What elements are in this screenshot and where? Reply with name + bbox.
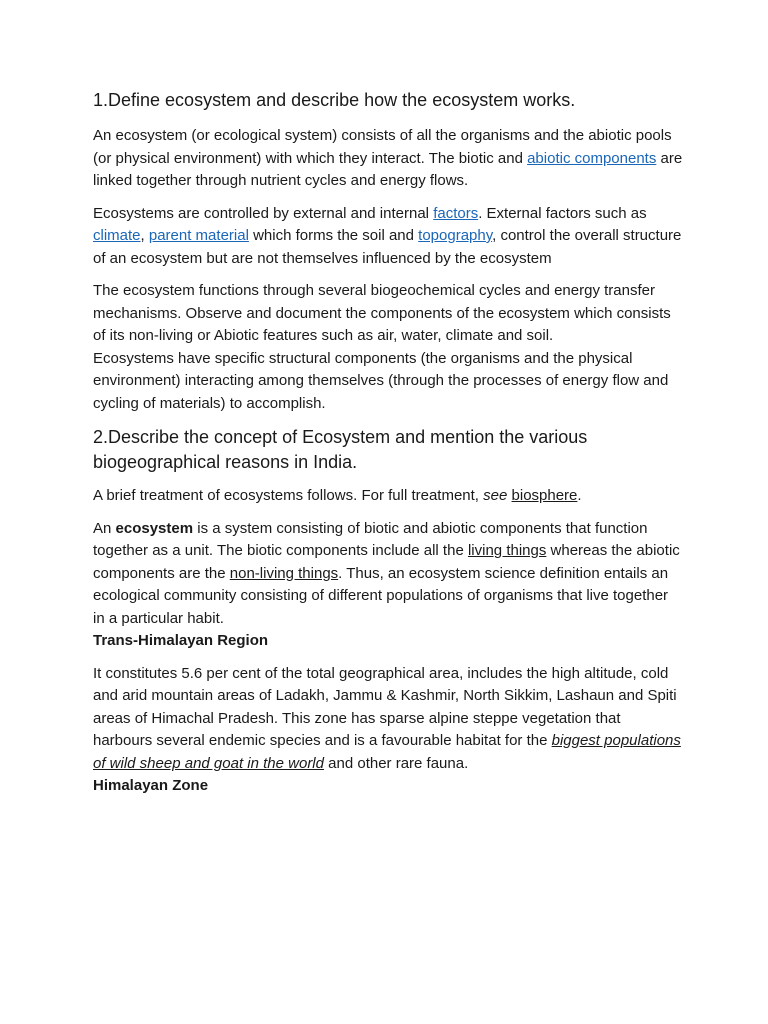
text-run: An ecosystem (or ecological system) consists of all the organisms and the abiotic pools (or physical environment) with which they interact. The biotic and: [93, 127, 672, 167]
document-body: [93, 88, 683, 798]
q1-paragraph-3: The ecosystem functions through several biogeochemical cycles and energy transfer mechanisms. Observe and document the components of the ecosystem which consists of its non-living or Abiotic features such as air, water, climate and soil.: [93, 282, 671, 344]
link-non-living-things[interactable]: non-living things: [229, 564, 339, 582]
himalayan-zone-heading: Himalayan Zone: [93, 777, 209, 794]
text-run: . Thus, an ecosystem science definition entails an ecological community consisting of different populations of organisms that live together in a particular habit.: [93, 564, 669, 627]
question-2-heading: 2.Describe the concept of Ecosystem and mention the various biogeographical reasons in India.: [93, 427, 588, 472]
link-living-things[interactable]: living things: [467, 542, 547, 559]
text-run: and other rare fauna.: [323, 754, 469, 772]
emphasis-text: biggest populations of wild sheep and goat in the world: [93, 732, 681, 772]
trans-himalayan-heading: Trans-Himalayan Region: [93, 632, 269, 649]
link-biosphere[interactable]: biosphere: [511, 487, 578, 504]
text-run: , control the overall structure of an ecosystem but are not themselves influenced by the ecosystem: [93, 227, 682, 267]
see-emphasis: see: [483, 487, 508, 504]
text-run: It constitutes 5.6 per cent of the total geographical area, includes the high altitude, cold and arid mountain areas of Ladakh, Jammu & Kashmir, North Sikkim, Lashaun and Spiti areas of Himachal Pradesh. This zone has sparse alpine steppe vegetation that harbours several endemic species and is a favourable habitat for the: [93, 664, 677, 749]
text-run: is a system consisting of biotic and abiotic components that function together as a unit. The biotic components include all the: [93, 519, 648, 559]
text-run: .: [577, 487, 582, 504]
text-run: ,: [140, 227, 149, 244]
q2-paragraph-2: [93, 518, 683, 631]
q2-paragraph-1: [93, 485, 683, 508]
q1-paragraph-4: Ecosystems have specific structural components (the organisms and the physical environment) interacting among themselves (through the processes of energy flow and cycling of materials) to accomplish.: [93, 349, 669, 412]
link-factors[interactable]: factors: [433, 204, 479, 222]
text-run: A brief treatment of ecosystems follows. For full treatment,: [93, 487, 484, 504]
question-1-heading: 1.Define ecosystem and describe how the ecosystem works.: [93, 90, 576, 110]
ecosystem-bold: ecosystem: [115, 519, 194, 537]
link-climate[interactable]: climate: [93, 227, 141, 244]
q1-paragraph-1: [93, 125, 683, 193]
q1-paragraph-2: [93, 203, 683, 271]
text-run: Ecosystems are controlled by external and internal: [93, 204, 434, 222]
text-run: An: [93, 519, 116, 537]
text-run: which forms the soil and: [248, 227, 419, 244]
link-topography[interactable]: topography: [418, 227, 493, 244]
text-run: . External factors such as: [478, 204, 647, 222]
trans-himalayan-paragraph: [93, 663, 683, 776]
link-parent-material[interactable]: parent material: [148, 227, 249, 244]
text-run: are linked together through nutrient cycles and energy flows.: [93, 149, 683, 189]
link-abiotic-components[interactable]: abiotic components: [527, 149, 657, 167]
text-run: whereas the abiotic components are the: [93, 542, 680, 582]
